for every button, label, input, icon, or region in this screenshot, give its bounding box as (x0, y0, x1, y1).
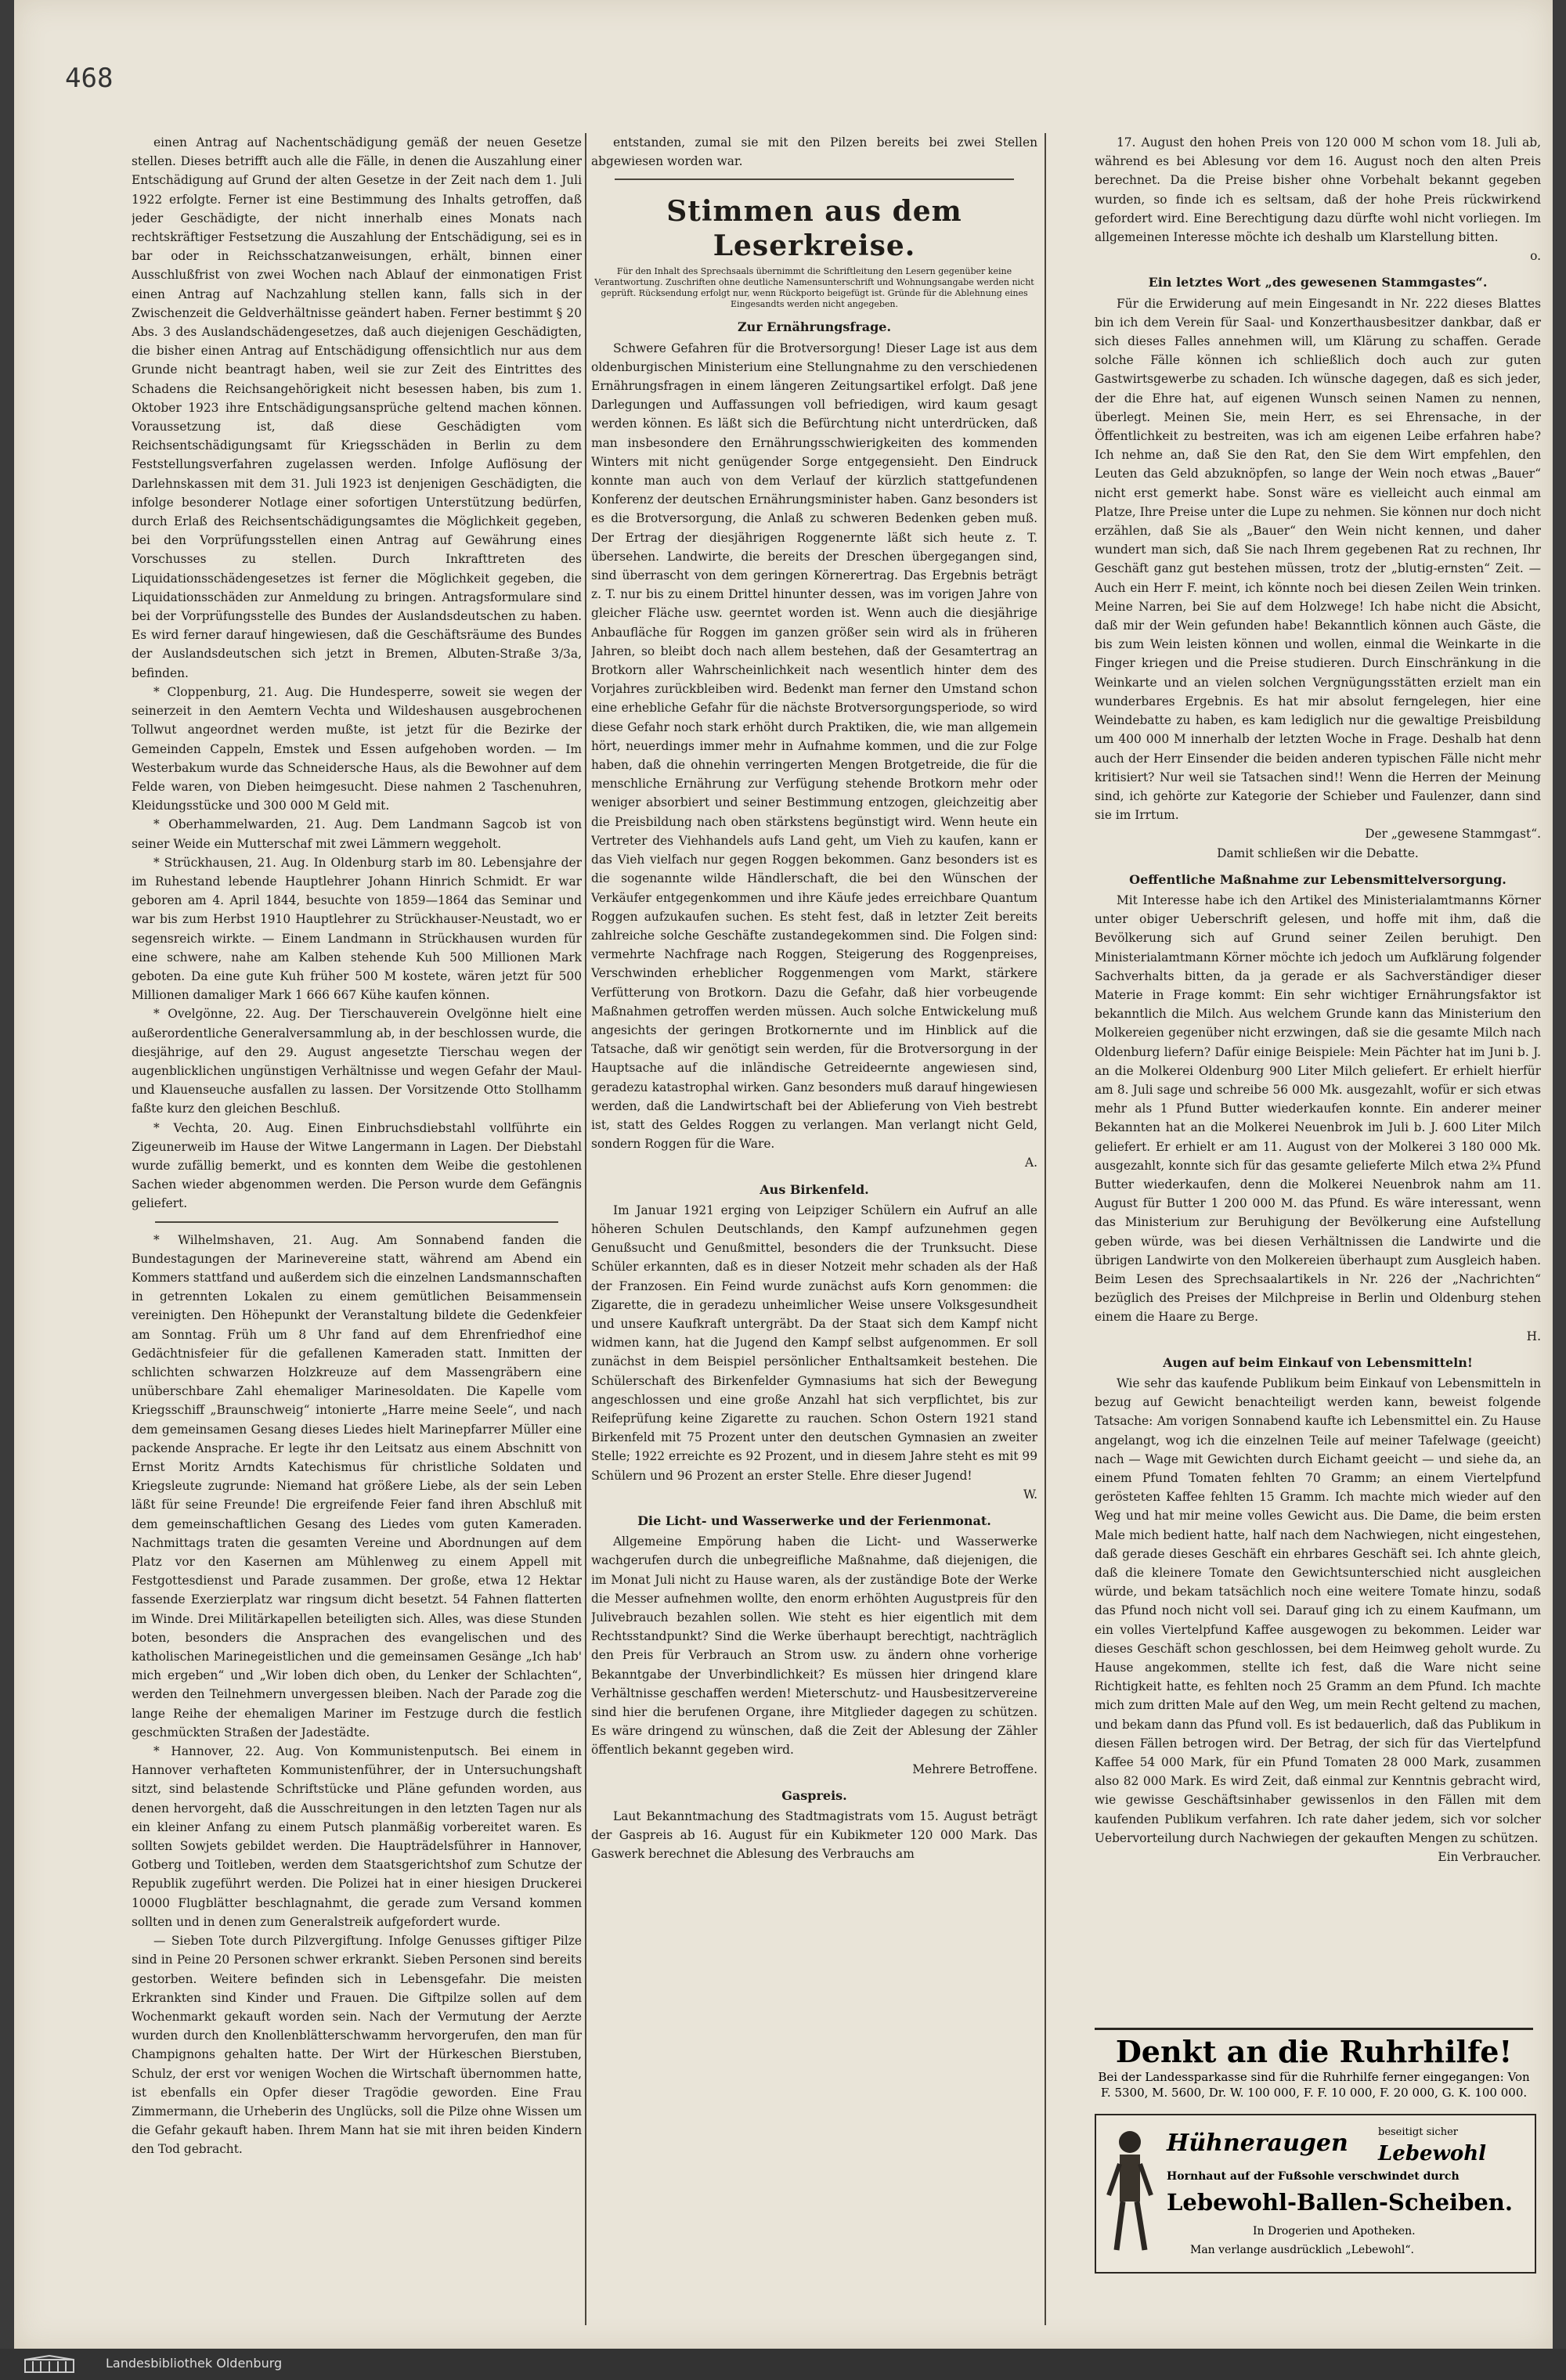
column-middle (591, 133, 1037, 2325)
article-heading: Gaspreis. (781, 1787, 847, 1803)
article-paragraph: Wie sehr das kaufende Publikum beim Einkauf von Lebensmitteln in bezug auf Gewicht benachteiligt werden kann, beweist folgende Tatsache: Am vorigen Sonnabend kaufte ich Lebensmittel ein. Zu Hause angelangt, wog ich die einzelnen Teile auf meiner Tafelwage (geeicht) nach — Wage mit Gewichten durch Eichamt geeicht — und siehe da, an einem Pfund Tomaten fehlten 70 Gramm; an einem Viertelpfund gerösteten Kaffee fehlten 15 Gramm. Ich machte mich wieder auf den Weg und hat mir meine volles Gewicht aus. Die Dame, die beim ersten Male mich bedient hatte, half nach dem Nachwiegen, nicht eingestehen, daß gerade dieses Geschäft ein ehrbares Geschäft sei. Ich ahnte gleich, daß die kleinere Tomate den Gewichtsunterschied nicht ausgleichen würde, und bekam tatsächlich noch eine weitere Tomate hinzu, sodaß das Pfund noch nicht voll sei. Darauf ging ich zu einem Kaufmann, um ein volles Viertelpfund Kaffee ausgewogen zu bekommen. Leider war dieses Geschäft schon geschlossen, bei dem Heimweg geholt wurde. Zu Hause angekommen, stellte ich fest, daß die Ware nicht seine Richtigkeit hatte, es fehlten noch 25 Gramm an dem Pfund. Ich machte mich zum dritten Male auf den Weg, um mein Recht geltend zu machen, und bekam dann das Pfund voll. Es ist bedauerlich, daß das Publikum in diesen Fällen betrogen wird. Der Betrag, der sich für das Viertelpfund Kaffee 54 000 Mark, für ein Pfund Tomaten 28 000 Mark, zusammen also 82 000 Mark. Es wird Zeit, daß einmal zur Kenntnis gebracht wird, wie gewisse Geschäftsinhaber gewissenlos in den Fällen mit dem kaufenden Publikum verfahren. Ich rate daher jedem, sich vor solcher Uebervorteilung durch Nachwiegen der gekauften Mengen zu schützen. (1095, 1376, 1541, 1845)
column-rule (585, 133, 586, 2325)
library-building-icon (23, 2355, 75, 2374)
disclaimer: Für den Inhalt des Sprechsaals übernimmt die Schriftleitung den Lesern gegenüber keine Verantwortung. Zuschriften ohne deutliche Namensunterschrift und Wohnungsangabe werden nicht geprüft. Rücksendung erfolgt nur, wenn Rückporto beigefügt ist. Gründe für die Ablehnung eines Eingesandts werden nicht angegeben. (594, 266, 1034, 310)
ad-line: In Drogerien und Apotheken. (1253, 2225, 1416, 2238)
ad-small-text (1378, 2115, 1385, 2116)
article-heading: Zur Ernährungsfrage. (737, 319, 892, 335)
article-heading: Oeffentliche Maßnahme zur Lebensmittelversorgung. (1129, 871, 1506, 887)
column-right (1095, 133, 1541, 2016)
divider (155, 1221, 558, 1223)
article-paragraph: Im Januar 1921 erging von Leipziger Schülern ein Aufruf an alle höheren Schulen Deutschlands, den Kampf aufzunehmen gegen Genußsucht und Genußmittel, besonders die der Trunksucht. Diese Schüler erkannten, daß es in dieser Notzeit mehr schaden als der Haß der Franzosen. Ein Feind wurde zunächst aufs Korn genommen: die Zigarette, die in geradezu unheimlicher Weise unsere Volksgesundheit und unsere Kaufkraft untergräbt. Da der Staat sich dem Kampf nicht widmen kann, hat die Jugend den Kampf selbst aufgenommen. Er soll zunächst in dem Beispiel persönlicher Enthaltsamkeit bestehen. Die Schülerschaft des Birkenfelder Gymnasiums hat sich der Bewegung angeschlossen und eine große Anzahl hat sich verpflichtet, bis zur Reifeprüfung keine Zigarette zu rauchen. Schon Ostern 1921 stand Birkenfeld mit 75 Prozent unter den deutschen Gymnasien an zweiter Stelle; 1922 erreichte es 92 Prozent, und in diesem Jahre steht es mit 99 Schülern und 96 Prozent an erster Stelle. Ehre dieser Jugend! (591, 1203, 1037, 1483)
figure-illustration-icon (1106, 2125, 1154, 2258)
article-paragraph: * Wilhelmshaven, 21. Aug. Am Sonnabend fanden die Bundestagungen der Marinevereine statt, während am Abend ein Kommers stattfand und außerdem sich die einzelnen Landsmannschaften in getrennten Lokalen zu einem gemütlichen Beisammensein vereinigten. Den Höhepunkt der Veranstaltung bildete die Gedenkfeier am Sonntag. Früh um 8 Uhr fand auf dem Ehrenfriedhof eine Gedächtnisfeier für die gefallenen Kameraden statt. Inmitten der schlichten schwarzen Holzkreuze auf dem Massengräbern eine unüberschbare Zahl ehemaliger Marinesoldaten. Die Kapelle vom Kriegsschiff „Braunschweig“ intonierte „Harre meine Seele“, und nach dem gemeinsamen Gesang dieses Liedes hielt Marinepfarrer Müller eine packende Ansprache. Er legte ihr den Leitsatz aus einem Abschnitt von Ernst Moritz Arndts Katechismus für christliche Soldaten und Kriegsleute zugrunde: Niemand hat größere Liebe, als der sein Leben läßt für seine Freunde! Die ergreifende Feier fand ihren Abschluß mit dem gemeinschaftlichen Gesang des Liedes vom guten Kameraden. Nachmittags traten die gesamten Vereine und Abordnungen auf dem Platz vor den Kasernen am Mühlenweg zu einem Appell mit Festgottesdienst und Parade zusammen. Der große, etwa 12 Hektar fassende Exerzierplatz war ringsum dicht besetzt. 54 Fahnen flatterten im Winde. Drei Militärkapellen beteiligten sich. Alles, was diese Stunden boten, besonders die Ansprachen des evangelischen und des katholischen Marinegeistlichen und die gemeinsamen Gesänge „Ich hab' mich ergeben“ und „Wir loben dich oben, du Lenker der Schlachten“, werden den Teilnehmern unvergessen bleiben. Nach der Parade zog die lange Reihe der ehemaligen Mariner im Festzuge durch die festlich geschmückten Straßen der Jadestädte. (132, 1232, 582, 1740)
ad-headline: Denkt an die Ruhrhilfe! (1115, 2034, 1513, 2069)
page-number: 468 (65, 63, 114, 94)
article-paragraph: * Hannover, 22. Aug. Von Kommunistenputsch. Bei einem in Hannover verhafteten Kommunistenführer, der in Untersuchungshaft sitzt, sind belastende Schriftstücke und Pläne gefunden worden, aus denen hervorgeht, daß die Ausschreitungen in den letzten Tagen nur als ein kleiner Anfang zu einem Putsch planmäßig vorbereitet waren. Es sollten Sowjets gebildet werden. Die Haupträdelsführer in Hannover, Gotberg und Toitleben, werden dem Staatsgerichtshof zum Schutze der Republik zugeführt werden. Die Polizei hat in einer hiesigen Druckerei 10000 Flugblätter beschlagnahmt, die gerade zum Versand kommen sollten und in denen zum Generalstreik aufgefordert wurde. (132, 1744, 582, 1929)
article-paragraph: entstanden, zumal sie mit den Pilzen bereits bei zwei Stellen abgewiesen worden war. (591, 135, 1037, 169)
signature: Ein Verbraucher. (1438, 1850, 1541, 1865)
article-paragraph: * Vechta, 20. Aug. Einen Einbruchsdiebstahl vollführte ein Zigeunerweib im Hause der Witwe Langermann in Lagen. Der Diebstahl wurde zufällig bemerkt, und es konnten dem Weibe die gestohlenen Sachen wieder abgenommen werden. Die Person wurde dem Gefängnis geliefert. (132, 1120, 582, 1211)
signature: Mehrere Betroffene. (912, 1762, 1037, 1776)
article-heading: Die Licht- und Wasserwerke und der Ferienmonat. (637, 1513, 991, 1528)
article-heading: Augen auf beim Einkauf von Lebensmitteln! (1163, 1354, 1473, 1370)
article-paragraph: — Sieben Tote durch Pilzvergiftung. Infolge Genusses giftiger Pilze sind in Peine 20 Personen schwer erkrankt. Sieben Personen sind bereits gestorben. Weitere befinden sich in Lebensgefahr. Die meisten Erkrankten sind Kinder und Frauen. Die Giftpilze sollen auf dem Wochenmarkt gekauft worden sein. Nach der Vermutung der Aerzte wurden durch den Knollenblätterschwamm hervorgerufen, den man für Champignons gehalten hatte. Der Wirt der Hürkeschen Bierstuben, Schulz, der erst vor wenigen Wochen die Wirtschaft übernommen hatte, ist ebenfalls ein Opfer dieser Tragödie geworden. Eine Frau Zimmermann, die Urheberin des Unglücks, soll die Pilze ohne Wissen um die Gefahr gekauft haben. Ihrem Mann hat sie mit ihren beiden Kindern den Tod gebracht. (132, 1934, 582, 2157)
signature: H. (1526, 1329, 1541, 1343)
editor-note: Damit schließen wir die Debatte. (1217, 846, 1419, 860)
library-name: Landesbibliothek Oldenburg (106, 2356, 283, 2371)
signature: W. (1023, 1487, 1037, 1502)
article-heading: Ein letztes Wort „des gewesenen Stammgastes“. (1148, 275, 1488, 290)
article-paragraph: 17. August den hohen Preis von 120 000 M schon vom 18. Juli ab, während es bei Ablesung vor dem 16. August noch den alten Preis berechnet. Da die Preise bisher ohne Vorbehalt bekannt gegeben wurden, so finde ich es seltsam, daß der hohe Preis rückwirkend gefordert wird. Eine Berechtigung dazu dürfte wohl nicht vorliegen. Im allgemeinen Interesse möchte ich deshalb um Klarstellung bitten. (1095, 135, 1541, 245)
footer-bar (0, 2349, 1566, 2380)
ad-brand: Lebewohl (1378, 2142, 1487, 2165)
article-paragraph: * Strückhausen, 21. Aug. In Oldenburg starb im 80. Lebensjahre der im Ruhestand lebende Hauptlehrer Johann Hinrich Schmidt. Er war geboren am 4. April 1844, besuchte von 1859—1864 das Seminar und war bis zum Herbst 1910 Hauptlehrer zu Strückhauser-Neustadt, wo er segensreich wirkte. — Einem Landmann in Strückhausen wurden für eine schwere, nahe am Kalben stehende Kuh 500 Millionen Mark geboten. Da eine gute Kuh früher 500 M kostete, wären jetzt für 500 Millionen damaliger Mark 1 666 667 Kühe kaufen können. (132, 855, 582, 1003)
ruhrhilfe-ad (1095, 2028, 1533, 2105)
ad-product: Lebewohl-Ballen-Scheiben. (1167, 2189, 1513, 2216)
divider (615, 178, 1014, 180)
signature: o. (1530, 249, 1541, 264)
article-paragraph: * Cloppenburg, 21. Aug. Die Hundesperre, soweit sie wegen der seinerzeit in den Aemtern Vechta und Wildeshausen ausgebrochenen Tollwut angeordnet werden mußte, ist jetzt für die Bezirke der Gemeinden Cappeln, Emstek und Essen aufgehoben worden. — Im Westerbakum wurde das Schneidersche Haus, als die Bewohner auf dem Felde waren, von Dieben heimgesucht. Diese nahmen 2 Taschenuhren, Kleidungsstücke und 300 000 M Geld mit. (132, 684, 582, 813)
ad-line: Man verlange ausdrücklich „Lebewohl“. (1190, 2244, 1414, 2256)
lebewohl-ad (1095, 2114, 1536, 2274)
signature: Der „gewesene Stammgast“. (1365, 827, 1541, 842)
ad-line: Hornhaut auf der Fußsohle verschwindet durch (1167, 2170, 1460, 2183)
column-rule (1045, 133, 1046, 2325)
ad-small-text: beseitigt sicher (1378, 2126, 1458, 2138)
ad-title: Hühneraugen (1167, 2129, 1348, 2157)
article-paragraph: Mit Interesse habe ich den Artikel des Ministerialamtmanns Körner unter obiger Ueberschrift gelesen, und hoffe mit ihm, daß die Bevölkerung sich auf Grund seiner Zeilen beruhigt. Den Ministerialamtmann Körner möchte ich jedoch um Aufklärung folgender Sachverhalts bitten, da ja gerade er als Sachverständiger dieser Materie in Frage kommt: Ein sehr wichtiger Ernährungsfaktor ist bekanntlich die Milch. Aus welchem Grunde kann das Ministerium den Molkereien gegenüber nicht erzwingen, daß sie die gesamte Milch nach Oldenburg liefern? Dafür einige Beispiele: Mein Pächter hat im Juni b. J. an die Molkerei Oldenburg 900 Liter Milch geliefert. Er erhielt hierfür am 8. Juli sage und schreibe 56 000 Mk. ausgezahlt, wofür er sich etwas mehr als 1 Pfund Butter wiederkaufen konnte. Ein anderer meiner Bekannten hat an die Molkerei Neuenbrok im Juli b. J. 600 Liter Milch geliefert. Er erhielt er am 11. August von der Molkerei 3 180 000 Mk. ausgezahlt, konnte sich für das gesamte gelieferte Milch etwa 2¾ Pfund Butter wiederkaufen, denn die Molkerei Neuenbrok nahm am 11. August für Butter 1 200 000 M. das Pfund. Es wäre interessant, wenn das Ministerium zur Beruhigung der Bevölkerung eine Aufstellung geben würde, was bei diesen Verhältnissen die Landwirte und die übrigen Landwirte von den Molkereien überhaupt zum Ausgleich haben. Beim Lesen des Sprechsaalartikels in Nr. 226 der „Nachrichten“ bezüglich des Preises der Milchpreise in Berlin und Oldenburg stehen einem die Haare zu Berge. (1095, 892, 1541, 1325)
article-heading: Aus Birkenfeld. (760, 1181, 869, 1197)
signature: A. (1024, 1156, 1037, 1170)
section-title: Stimmen aus dem Leserkreise. (666, 195, 962, 263)
article-paragraph: Allgemeine Empörung haben die Licht- und Wasserwerke wachgerufen durch die unbegreifliche Maßnahme, daß diejenigen, die im Monat Juli nicht zu Hause waren, als der zuständige Bote der Werke die Messer aufnehmen wollte, den enorm erhöhten Augustpreis für den Julivebrauch bezahlen sollen. Wie steht es hier eigentlich mit dem Rechtsstandpunkt? Sind die Werke überhaupt berechtigt, nachträglich den Preis für Verbrauch an Strom usw. zu ändern ohne vorherige Bekanntgabe der Unverbindlichkeit? Es müssen hier dringend klare Verhältnisse geschaffen werden! Mieterschutz- und Hausbesitzervereine sind hier die berufenen Organe, ihre Mitglieder dagegen zu schützen. Es wäre dringend zu wünschen, daß die Zeit der Ablesung der Zähler öffentlich bekannt gegeben wird. (591, 1534, 1037, 1758)
article-paragraph: * Ovelgönne, 22. Aug. Der Tierschauverein Ovelgönne hielt eine außerordentliche Generalversammlung ab, in der beschlossen wurde, die diesjährige, auf den 29. August angesetzte Tierschau wegen der augenblicklichen ungünstigen Verhältnisse und wegen Gefahr der Maul- und Klauenseuche ausfallen zu lassen. Der Vorsitzende Otto Stollhamm faßte kurz den gleichen Beschluß. (132, 1007, 582, 1116)
ad-text: Bei der Landessparkasse sind für die Ruhrhilfe ferner eingegangen: Von F. 5300, M. 5600, Dr. W. 100 000, F. F. 10 000, F. 20 000, G. K. 100 000. (1098, 2070, 1530, 2100)
article-paragraph: Für die Erwiderung auf mein Eingesandt in Nr. 222 dieses Blattes bin ich dem Verein für Saal- und Konzerthausbesitzer dankbar, daß er sich dieses Falles annehmen will, um Klärung zu schaffen. Gerade solche Fälle können ich schließlich doch auch zur guten Gastwirtsgewerbe zu schaden. Ich wünsche dagegen, daß es sich jeder, der die Ehre hat, auf eigenen Wunsch seinen Namen zu nennen, überlegt. Meinen Sie, mein Herr, es sei Ehrensache, in der Öffentlichkeit zu bestreiten, was ich am eigenen Leibe erfahren habe? Ich nehme an, daß Sie den Rat, den Sie dem Wirt empfehlen, den Leuten das Geld abzuknöpfen, so lange der Wein noch etwas „Bauer“ nicht erst gemerkt habe. Sonst wäre es vielleicht auch einmal am Platze, Ihre Preise unter die Lupe zu nehmen. Sie können nur doch nicht erzählen, daß Sie als „Bauer“ den Wein nicht kennen, und daher wundert man sich, daß Sie nach Ihrem gegebenen Rat zu rechnen, Ihr Geschäft ganz gut bestehen müssen, trotz der „blutig-ernsten“ Zeit. — Auch ein Herr F. meint, ich könnte noch bei diesen Zeilen Wein trinken. Meine Narren, bei Sie auf dem Holzwege! Ich habe nicht die Absicht, daß mir der Wein gefunden habe! Bekanntlich können auch Gäste, die bis zum Wein leisten können und wollen, einmal die Weinkarte in die Finger kriegen und die Preise studieren. Durch Einschränkung in die Weinkarte und an vielen solchen Vergnügungsstätten erzielt man ein wunderbares Ergebnis. Es hat mir absolut ferngelegen, hier eine Weindebatte zu haben, es kam lediglich nur die gewaltige Preisbildung um 400 000 M innerhalb der letzten Woche in Frage. Deshalb hat denn auch der Herr Einsender die beiden anderen typischen Fälle nicht mehr kritisiert? Nur weil sie Tatsachen sind!! Wenn die Herren der Meinung sind, ich gehörte zur Kategorie der Schieber und Faulenzer, dann sind sie im Irrtum. (1095, 296, 1541, 823)
column-left (132, 133, 582, 2325)
article-paragraph: Schwere Gefahren für die Brotversorgung! Dieser Lage ist aus dem oldenburgischen Ministerium eine Stellungnahme zu den verschiedenen Ernährungsfragen in einem längeren Zeitungsartikel erfolgt. Daß jene Darlegungen und Auffassungen voll befriedigen, wird kaum gesagt werden können. Es läßt sich die Befürchtung nicht unterdrücken, daß man insbesondere den Ernährungsschwierigkeiten des kommenden Winters mit nicht genügender Sorge entgegensieht. Den Eindruck konnte man auch von dem Verlauf der kürzlich stattgefundenen Konferenz der deutschen Ernährungsminister haben. Ganz besonders ist es die Brotversorgung, die Anlaß zu schweren Bedenken geben muß. Der Ertrag der diesjährigen Roggenernte läßt sich heute z. T. übersehen. Landwirte, die bereits der Dreschen übergegangen sind, sind überrascht von dem geringen Körnerertrag. Das Ergebnis beträgt z. T. nur bis zu einem Drittel hinunter dessen, was im vorigen Jahre von gleicher Fläche usw. geerntet worden ist. Wenn auch die diesjährige Anbaufläche für Roggen im ganzen größer sein wird als in früheren Jahren, so bleibt doch nach allem bestehen, daß der Gesamtertrag an Brotkorn aller Wahrscheinlichkeit nach wesentlich hinter dem des Vorjahres zurückbleiben wird. Bedenkt man ferner den Umstand schon eine erhebliche Gefahr für die nächste Brotversorgungsperiode, so wird diese Gefahr noch stark erhöht durch Praktiken, die, wie man allgemein hört, neuerdings immer mehr in Aufnahme kommen, und die zur Folge haben, daß die ohnehin verringerten Mengen Brotgetreide, die für die menschliche Ernährung zur Verfügung stehende Brotkorn mehr oder weniger absorbiert und seiner Bestimmung entzogen, gleichzeitig aber die Preisbildung nach oben stärkstens begünstigt wird. Wenn heute ein Vertreter des Viehhandels aufs Land geht, um Vieh zu kaufen, kann er das Vieh vielfach nur gegen Roggen bekommen. Ganz besonders ist es die sogenannte wilde Händlerschaft, die bei den Wünschen der Verkäufer entgegenkommen und ihre Käufe jedes erreichbare Quantum Roggen aufzukaufen suchen. Es steht fest, daß in letzter Zeit bereits zahlreiche solche Geschäfte zustandegekommen sind. Die Folgen sind: vermehrte Nachfrage nach Roggen, Steigerung des Roggenpreises, Verschwinden erheblicher Roggenmengen vom Markt, stärkere Verfütterung von Brotkorn. Dazu die Gefahr, daß hier vorbeugende Maßnahmen getroffen werden müssen. Auch solche Entwickelung muß angesichts der geringen Brotkornernte und im Hinblick auf die Tatsache, daß wir genötigt sein werden, für die Brotversorgung in der Hauptsache auf die inländische Getreideernte angewiesen sind, geradezu katastrophal wirken. Ganz besonders muß darauf hingewiesen werden, daß die Landwirtschaft bei der Ablieferung von Vieh bestrebt ist, statt des Geldes Roggen zu verlangen. Man verlangt nicht Geld, sondern Roggen für die Ware. (591, 341, 1037, 1152)
article-paragraph: Laut Bekanntmachung des Stadtmagistrats vom 15. August beträgt der Gaspreis ab 16. August für ein Kubikmeter 120 000 Mark. Das Gaswerk berechnet die Ablesung des Verbrauchs am (591, 1809, 1037, 1862)
article-paragraph: * Oberhammelwarden, 21. Aug. Dem Landmann Sagcob ist von seiner Weide ein Mutterschaf mit zwei Lämmern weggeholt. (132, 817, 582, 851)
article-paragraph: einen Antrag auf Nachentschädigung gemäß der neuen Gesetze stellen. Dieses betrifft auch alle die Fälle, in denen die Auszahlung einer Entschädigung auf Grund der alten Gesetze in der Zeit nach dem 1. Juli 1922 erfolgte. Ferner ist eine Bestimmung des Inhalts getroffen, daß jeder Geschädigte, der nicht innerhalb eines Monats nach rechtskräftiger Festsetzung die Auszahlung der Entschädigung, sei es in bar oder in Reichsschatzanweisungen, erhält, binnen einer Ausschlußfrist von zwei Wochen nach Ablauf der einmonatigen Frist einen Antrag auf Nachzahlung stellen kann, falls sich in der Zwischenzeit die Geldverhältnisse geändert haben. Ferner bestimmt § 20 Abs. 3 des Auslandschädengesetzes, daß auch diejenigen Geschädigten, die bisher einen Antrag auf Entschädigung offensichtlich nur aus dem Grunde nicht beantragt haben, weil sie zur Zeit des Eintrittes des Schadens die Reichsangehörigkeit nicht besessen haben, bis zum 1. Oktober 1923 ihre Entschädigungsansprüche geltend machen können. Voraussetzung ist, daß diese Geschädigten vom Reichsentschädigungsamt für Kriegsschäden in Berlin zu dem Feststellungsverfahren zugelassen werden. Infolge Auflösung der Darlehnskassen mit dem 31. Juli 1923 ist denjenigen Geschädigten, die infolge besonderer Notlage einer sofortigen Unterstützung bedürfen, durch Erlaß des Reichsentschädigungsamtes die Möglichkeit gegeben, bei den Vorprüfungsstellen einen Antrag auf Gewährung eines Vorschusses zu stellen. Durch Inkrafttreten des Liquidationsschädengesetzes ist ferner die Möglichkeit gegeben, die Liquidationsschäden zur Anmeldung zu bringen. Antragsformulare sind bei der Vorprüfungsstelle des Bundes der Auslandsdeutschen zu haben. Es wird ferner darauf hingewiesen, daß die Geschäftsräume des Bundes der Auslandsdeutschen sich jetzt in Bremen, Albuten-Straße 3/3a, befinden. (132, 135, 582, 680)
